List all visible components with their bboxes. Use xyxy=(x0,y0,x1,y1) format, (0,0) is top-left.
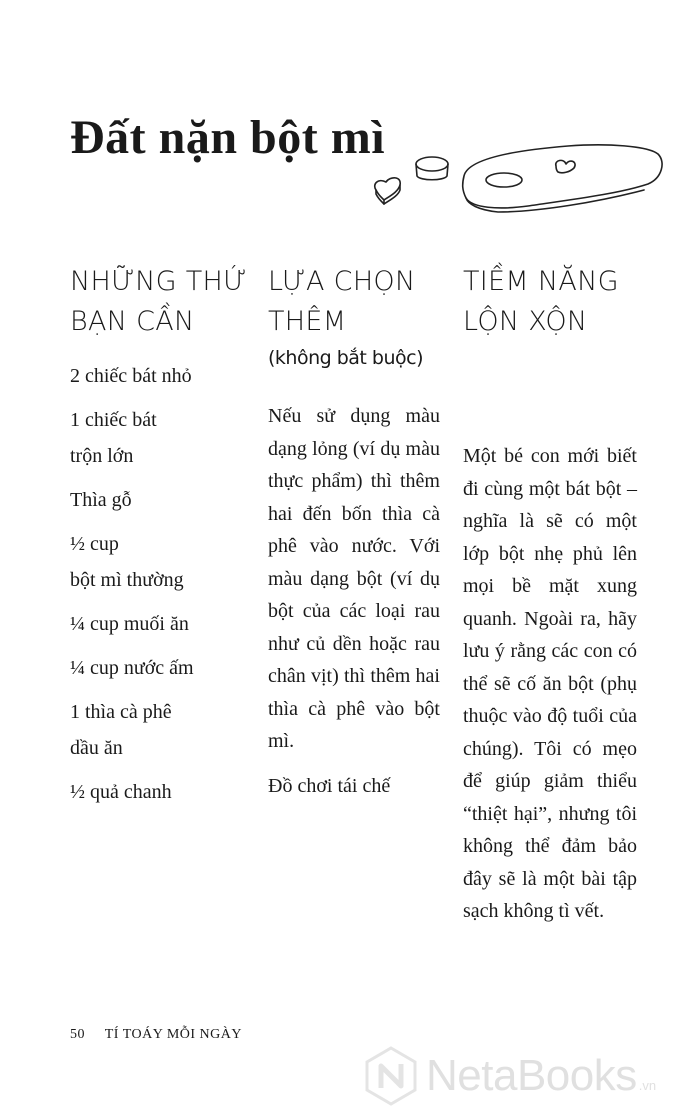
watermark-brand: NetaBooks xyxy=(426,1051,637,1100)
needs-heading-line1: NHỮNG THỨ xyxy=(70,266,248,297)
mess-heading xyxy=(463,262,637,342)
options-heading-line1: LỰA CHỌN xyxy=(268,266,416,297)
needs-column xyxy=(70,262,250,818)
options-subheading: (không bắt buộc) xyxy=(268,347,424,369)
list-item: 1 thìa cà phê dầu ăn xyxy=(70,701,172,759)
list-item: 2 chiếc bát nhỏ xyxy=(70,365,192,387)
list-item: ¼ cup muối ăn xyxy=(70,613,189,635)
dough-cutters-illustration xyxy=(368,128,668,218)
mess-heading-line2: LỘN XỘN xyxy=(463,306,588,337)
book-title: TÍ TOÁY MỖI NGÀY xyxy=(104,1027,242,1042)
watermark xyxy=(364,1046,656,1106)
options-extra: Đồ chơi tái chế xyxy=(268,774,391,797)
needs-heading xyxy=(70,262,250,342)
page-title: Đất nặn bột mì xyxy=(70,111,386,164)
list-item: Thìa gỗ xyxy=(70,489,132,511)
mess-paragraph: Một bé con mới biết đi cùng một bát bột – nghĩa là sẽ có một lớp bột nhẹ phủ lên mọi bề mặt xung quanh. Ngoài ra, hãy lưu ý rằng các con có thể sẽ cố ăn bột (phụ thuộc vào độ tuổi của chúng). Tôi có mẹo để giúp giảm thiểu “thiệt hại”, nhưng tôi không thể đảm bảo đây sẽ là một bài tập sạch không tì vết. xyxy=(463,445,637,922)
options-heading-line2: THÊM xyxy=(268,306,347,337)
page-number: 50 xyxy=(70,1027,85,1042)
list-item: ¼ cup nước ấm xyxy=(70,657,194,679)
page-footer xyxy=(70,1027,242,1043)
list-item: 1 chiếc bát trộn lớn xyxy=(70,409,157,467)
options-heading xyxy=(268,262,440,342)
options-column xyxy=(268,262,440,802)
mess-column xyxy=(463,262,637,928)
list-item: ½ quả chanh xyxy=(70,781,172,803)
list-item: ½ cup bột mì thường xyxy=(70,533,184,591)
watermark-suffix: .vn xyxy=(638,1077,657,1093)
needs-heading-line2: BẠN CẦN xyxy=(70,306,195,337)
netabooks-logo-icon xyxy=(364,1046,418,1106)
options-paragraph: Nếu sử dụng màu dạng lỏng (ví dụ màu thực phẩm) thì thêm hai đến bốn thìa cà phê vào nước. Với màu dạng bột (ví dụ bột của các loại rau như củ dền hoặc rau chân vịt) thì thêm hai thìa cà phê vào bột mì. xyxy=(268,405,440,752)
needs-list xyxy=(70,358,250,810)
mess-heading-line1: TIỀM NĂNG xyxy=(463,266,619,297)
